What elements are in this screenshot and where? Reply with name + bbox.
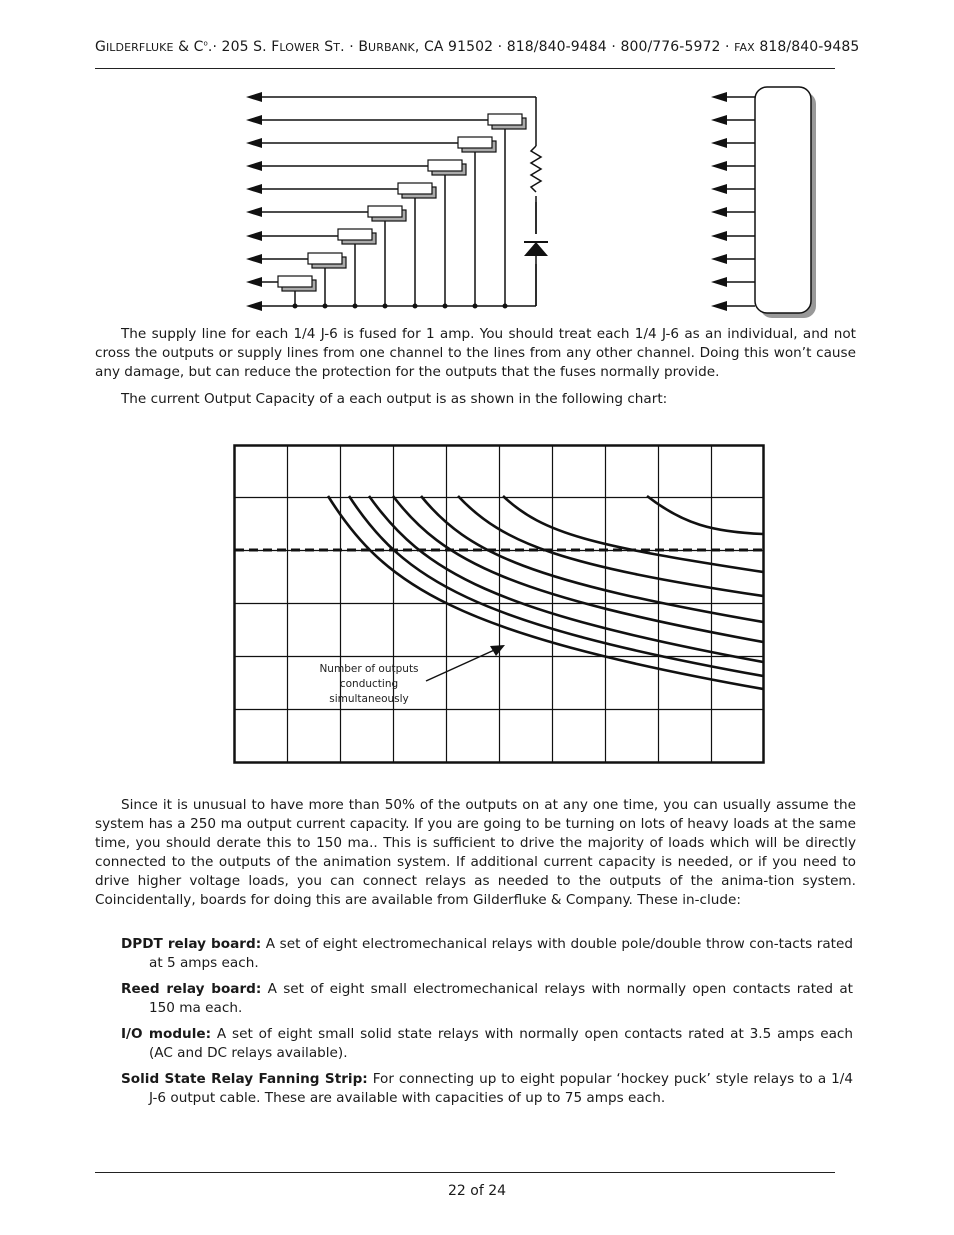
header-rule bbox=[95, 68, 835, 69]
header-text: URBANK bbox=[368, 41, 415, 54]
item-text: A set of eight electromechanical relays with double pole/double throw con-tacts rated at 5 amps each. bbox=[149, 936, 853, 971]
output-connector-diagram bbox=[706, 84, 822, 320]
header-text: . · bbox=[340, 39, 359, 55]
paragraph-chart-intro: The current Output Capacity of a each output is as shown in the following chart: bbox=[121, 391, 668, 407]
header-text: o bbox=[203, 39, 208, 48]
item-text: A set of eight small electromechanical relays with normally open contacts rated at 150 ma each. bbox=[149, 981, 853, 1016]
annotation-line: Number of outputs bbox=[319, 663, 419, 675]
item-term: Reed relay board: bbox=[121, 981, 262, 997]
annotation-line: conducting bbox=[339, 678, 399, 690]
header-text: T bbox=[333, 41, 341, 54]
list-item bbox=[121, 1070, 853, 1108]
header-text: 818/840-9485 bbox=[754, 39, 860, 55]
list-item bbox=[121, 935, 853, 973]
page-header bbox=[95, 39, 860, 55]
annotation-line: simultaneously bbox=[329, 693, 409, 705]
output-driver-schematic bbox=[240, 84, 550, 316]
output-capacity-chart bbox=[233, 444, 766, 765]
header-text: F bbox=[271, 39, 280, 55]
chart-annotation bbox=[308, 662, 430, 707]
footer-rule bbox=[95, 1172, 835, 1173]
header-text: ILDERFLUKE bbox=[105, 41, 174, 54]
list-item bbox=[121, 1025, 853, 1063]
item-term: Solid State Relay Fanning Strip: bbox=[121, 1071, 368, 1087]
header-text: G bbox=[95, 39, 106, 55]
header-text: & C bbox=[173, 39, 204, 55]
item-term: I/O module: bbox=[121, 1026, 212, 1042]
item-text: For connecting up to eight popular ‘hockey puck’ style relays to a 1/4 J-6 output cable. These are available with capacities of up to 75 amps each. bbox=[149, 1071, 853, 1106]
paragraph-capacity: Since it is unusual to have more than 50% of the outputs on at any one time, you can usually assume the system has a 250 ma output current capacity. If you are going to be turning on lots of heavy loads at the same time, you should derate this to 150 ma.. This is sufficient to drive the majority of loads which will be directly connected to the outputs of the animation system. If additional current capacity is needed, or if you need to drive higher voltage loads, you can connect relays as needed to the outputs of the anima-tion system. Coincidentally, boards for doing this are available from Gilderfluke & Company. These in-clude: bbox=[95, 797, 856, 908]
page-number: 22 of 24 bbox=[447, 1183, 507, 1199]
paragraph-fuse: The supply line for each 1/4 J-6 is fused for 1 amp. You should treat each 1/4 J-6 as an individual, and not cross the outputs or supply lines from one channel to the lines from any other channel. Doing this won’t cause any damage, but can reduce the protection for the outputs that the fuses normally provide. bbox=[95, 326, 856, 380]
item-term: DPDT relay board: bbox=[121, 936, 262, 952]
list-item bbox=[121, 980, 853, 1018]
header-text: .· 205 S. bbox=[207, 39, 272, 55]
header-text: , CA 91502 · 818/840-9484 · 800/776-5972 · bbox=[414, 39, 735, 55]
header-text: B bbox=[358, 39, 369, 55]
item-text: A set of eight small solid state relays with normally open contacts rated at 3.5 amps each (AC and DC relays available). bbox=[149, 1026, 854, 1061]
header-text: FAX bbox=[734, 41, 755, 54]
header-text: LOWER bbox=[279, 41, 320, 54]
header-text: S bbox=[319, 39, 334, 55]
